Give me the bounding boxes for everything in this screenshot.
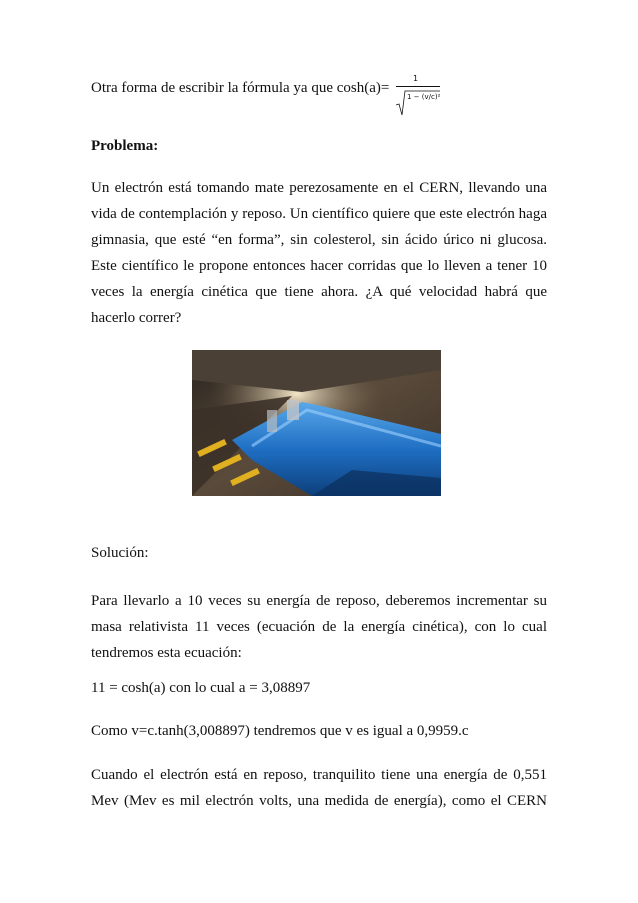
problem-line: gimnasia, que esté “en forma”, sin colesterol, sin ácido úrico ni glucosa. — [91, 232, 547, 248]
problem-line: veces la energía cinética que tiene ahora. ¿A qué velocidad habrá que — [91, 284, 547, 300]
problem-line: hacerlo correr? — [91, 310, 182, 326]
solution-line: Mev (Mev es mil electrón volts, una medida de energía), como el CERN — [91, 793, 547, 809]
velocity-line: Como v=c.tanh(3,008897) tendremos que v es igual a 0,9959.c — [91, 723, 469, 739]
problem-heading: Problema: — [91, 138, 159, 154]
equation-line: 11 = cosh(a) con lo cual a = 3,08897 — [91, 680, 311, 696]
particle-accelerator-tunnel-photo — [192, 350, 441, 496]
formula-denominator: 1 − (v/c)² — [407, 93, 441, 101]
problem-line: Un electrón está tomando mate perezosamente en el CERN, llevando una — [91, 180, 547, 196]
problem-line: Este científico le propone entonces hacer corridas que lo lleven a tener 10 — [91, 258, 547, 274]
solution-line: Cuando el electrón está en reposo, tranquilito tiene una energía de 0,551 — [91, 767, 547, 783]
intro-text: Otra forma de escribir la fórmula ya que cosh(a)= — [91, 80, 390, 96]
solution-heading: Solución: — [91, 545, 149, 561]
cosh-formula — [394, 74, 442, 118]
formula-numerator: 1 — [413, 74, 419, 83]
solution-line: Para llevarlo a 10 veces su energía de reposo, deberemos incrementar su — [91, 593, 547, 609]
fraction-bar — [396, 86, 440, 87]
problem-line: vida de contemplación y reposo. Un científico quiere que este electrón haga — [91, 206, 547, 222]
solution-line: masa relativista 11 veces (ecuación de la energía cinética), con lo cual — [91, 619, 547, 635]
solution-line: tendremos esta ecuación: — [91, 645, 242, 661]
